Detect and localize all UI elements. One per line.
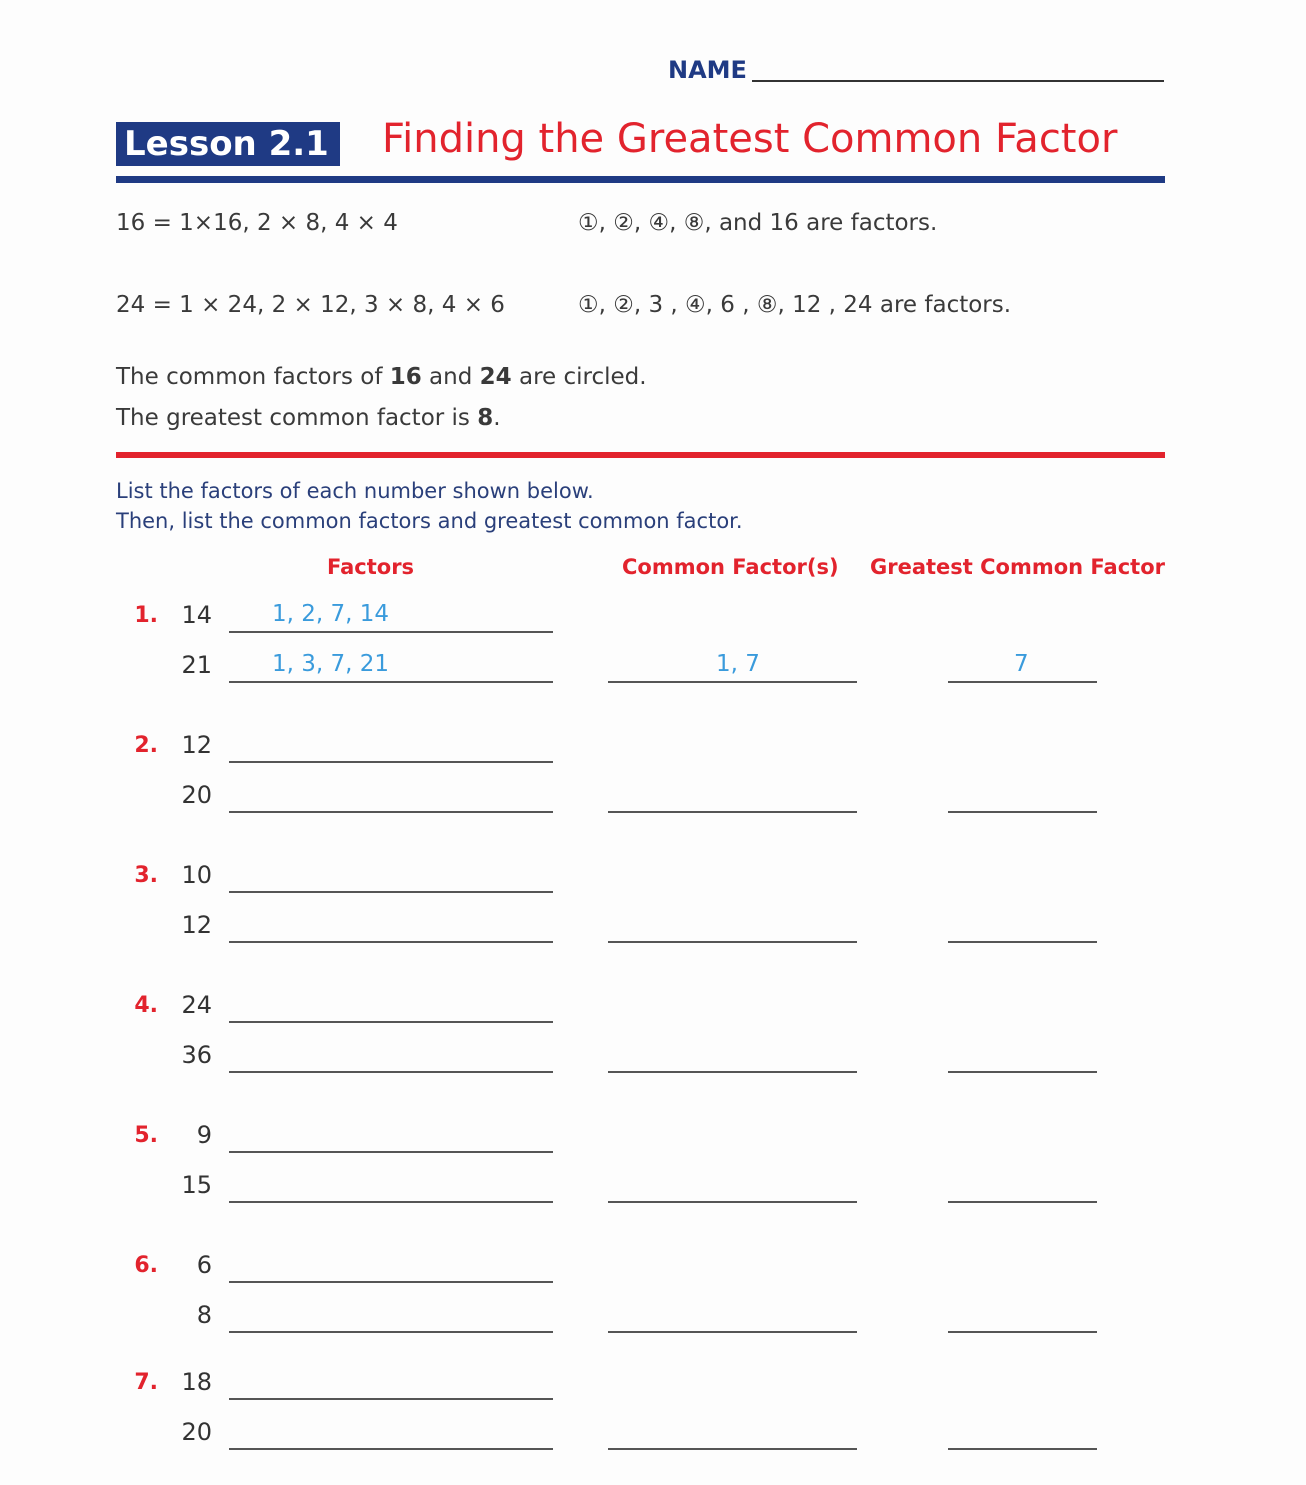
instructions	[116, 476, 743, 536]
gcf-field[interactable]	[948, 1201, 1097, 1203]
number-a: 24	[181, 991, 212, 1019]
gcf-field[interactable]	[948, 1071, 1097, 1073]
example-factors-16: ①, ②, ④, ⑧, and 16 are factors.	[578, 210, 938, 236]
factors-a-field[interactable]	[229, 631, 553, 633]
column-header-common-factors: Common Factor(s)	[622, 555, 839, 579]
problem-number: 3.	[134, 863, 158, 888]
gcf-field[interactable]	[948, 811, 1097, 813]
common-factors-field[interactable]	[608, 681, 857, 683]
number-b: 20	[181, 781, 212, 809]
number-b: 8	[196, 1301, 212, 1329]
gcf-field[interactable]	[948, 1331, 1097, 1333]
factors-a-field[interactable]	[229, 1021, 553, 1023]
factors-b-answer: 1, 3, 7, 21	[272, 651, 390, 677]
problem-number: 2.	[134, 733, 158, 758]
example-equation-16: 16 = 1×16, 2 × 8, 4 × 4	[116, 210, 398, 236]
factors-a-field[interactable]	[229, 1398, 553, 1400]
common-post: are circled.	[511, 364, 647, 390]
lesson-badge: Lesson 2.1	[116, 122, 340, 166]
column-header-factors: Factors	[327, 555, 415, 579]
factors-a-answer: 1, 2, 7, 14	[272, 601, 390, 627]
name-label: NAME	[668, 56, 747, 84]
problem-number: 4.	[134, 993, 158, 1018]
common-factors-field[interactable]	[608, 941, 857, 943]
factors-b-field[interactable]	[229, 811, 553, 813]
name-field[interactable]	[752, 80, 1164, 82]
common-factors-field[interactable]	[608, 1448, 857, 1450]
factors-b-field[interactable]	[229, 1201, 553, 1203]
common-number-24: 24	[479, 364, 512, 390]
gcf-field[interactable]	[948, 681, 1097, 683]
gcf-statement	[116, 405, 501, 431]
factors-b-field[interactable]	[229, 1331, 553, 1333]
number-a: 14	[181, 601, 212, 629]
column-header-gcf: Greatest Common Factor	[870, 555, 1165, 579]
factors-b-field[interactable]	[229, 681, 553, 683]
common-factors-field[interactable]	[608, 1201, 857, 1203]
common-factors-field[interactable]	[608, 1071, 857, 1073]
title-divider	[116, 176, 1165, 183]
number-a: 10	[181, 861, 212, 889]
gcf-value: 8	[477, 405, 494, 431]
section-divider	[116, 452, 1165, 458]
factors-b-field[interactable]	[229, 1071, 553, 1073]
common-factors-field[interactable]	[608, 1331, 857, 1333]
factors-a-field[interactable]	[229, 891, 553, 893]
factors-a-field[interactable]	[229, 1281, 553, 1283]
number-b: 20	[181, 1418, 212, 1446]
problem-number: 5.	[134, 1123, 158, 1148]
gcf-pre: The greatest common factor is	[116, 405, 478, 431]
problem-number: 6.	[134, 1253, 158, 1278]
example-factors-24: ①, ②, 3 , ④, 6 , ⑧, 12 , 24 are factors.	[578, 292, 1012, 318]
gcf-answer: 7	[1014, 651, 1029, 677]
page-title: Finding the Greatest Common Factor	[382, 116, 1118, 162]
factors-a-field[interactable]	[229, 1151, 553, 1153]
factors-b-field[interactable]	[229, 941, 553, 943]
instruction-line-1: List the factors of each number shown below.	[116, 479, 594, 503]
common-and: and	[421, 364, 480, 390]
gcf-post: .	[493, 405, 501, 431]
instruction-line-2: Then, list the common factors and greatest common factor.	[116, 509, 743, 533]
number-a: 6	[196, 1251, 212, 1279]
common-factors-field[interactable]	[608, 811, 857, 813]
number-b: 12	[181, 911, 212, 939]
common-factors-statement	[116, 364, 647, 390]
problem-number: 1.	[134, 603, 158, 628]
example-equation-24: 24 = 1 × 24, 2 × 12, 3 × 8, 4 × 6	[116, 292, 505, 318]
gcf-field[interactable]	[948, 941, 1097, 943]
problem-number: 7.	[134, 1370, 158, 1395]
number-b: 21	[181, 651, 212, 679]
number-a: 9	[196, 1121, 212, 1149]
common-factors-answer: 1, 7	[716, 651, 760, 677]
number-b: 15	[181, 1171, 212, 1199]
common-number-16: 16	[389, 364, 422, 390]
number-a: 18	[181, 1368, 212, 1396]
common-pre: The common factors of	[116, 364, 390, 390]
factors-b-field[interactable]	[229, 1448, 553, 1450]
factors-a-field[interactable]	[229, 761, 553, 763]
number-a: 12	[181, 731, 212, 759]
gcf-field[interactable]	[948, 1448, 1097, 1450]
number-b: 36	[181, 1041, 212, 1069]
